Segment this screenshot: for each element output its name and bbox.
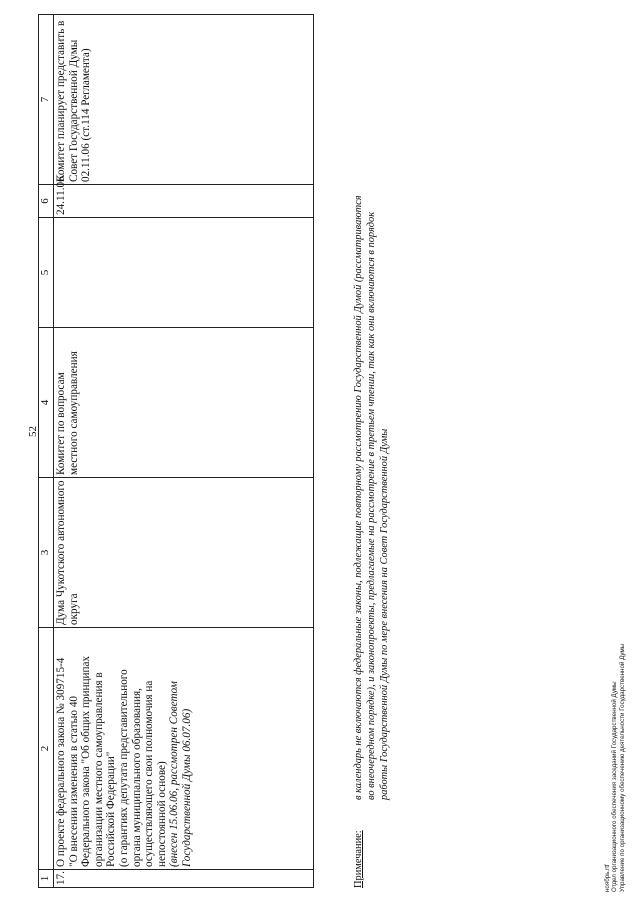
bill-title-line: осуществляющего свои полномочия на	[143, 680, 156, 867]
bill-title-line: Российской Федерации"	[105, 751, 118, 867]
legislation-calendar-table	[38, 14, 314, 888]
bill-submission-note: (внесен 15.06.06, рассмотрен Советом	[168, 681, 181, 867]
table-header-row	[39, 15, 54, 888]
bill-title-line: О проекте федерального закона № 309715-4	[55, 657, 67, 867]
note-line: в календарь не включаются федеральные законы, подлежащие повторному рассмотрению Государственной Думой (рассматриваются	[353, 195, 364, 800]
footer-directorate: Управление по организационному обеспечению деятельности Государственной Думы	[618, 643, 626, 892]
bill-title-cell	[54, 628, 314, 870]
table-row	[54, 15, 314, 888]
footer-filename: ноябрь.rtf	[604, 864, 611, 892]
footer-department: Отдел организационного обеспечения заседаний Государственной Думы	[611, 681, 619, 892]
column-header: 5	[39, 218, 54, 328]
bill-title-line: Федерального закона "Об общих принципах	[80, 655, 93, 867]
column-header: 1	[39, 870, 54, 888]
column-header: 3	[39, 478, 54, 628]
committee-cell: Комитет по вопросам местного самоуправления	[54, 328, 314, 478]
remark-cell: Комитет планирует представить в Совет Государственной Думы 02.11.06 (ст.114 Регламента)	[54, 15, 314, 185]
column-header: 2	[39, 628, 54, 870]
bill-title-line: "О внесении изменения в статью 40	[67, 695, 80, 867]
bill-title-line: органа муниципального образования,	[130, 688, 143, 867]
initiator-cell: Дума Чукотского автономного округа	[54, 478, 314, 628]
bill-title-line: непостоянной основе)	[155, 761, 168, 867]
note-label: Примечание:	[353, 830, 364, 888]
empty-cell	[54, 218, 314, 328]
note-line: работы Государственной Думы по мере внесения на Совет Государственной Думы	[379, 428, 390, 800]
bill-title-line: организации местного самоуправления в	[92, 672, 105, 867]
column-header: 6	[39, 185, 54, 218]
date-cell: 24.11.06	[54, 185, 314, 218]
bill-submission-note: Государственной Думы 06.07.06)	[180, 708, 193, 867]
document-footer	[604, 292, 626, 892]
column-header: 4	[39, 328, 54, 478]
bill-title-line: (о гарантиях депутата представительного	[117, 669, 130, 867]
note-text	[352, 15, 391, 800]
page-number: 52	[27, 426, 39, 437]
row-number: 17.	[54, 870, 314, 888]
note-line: во внеочередном порядке), и законопроекты, предлагаемые на рассмотрение в третьем чтении, так как они включаются в порядок	[366, 211, 377, 800]
column-header: 7	[39, 15, 54, 185]
